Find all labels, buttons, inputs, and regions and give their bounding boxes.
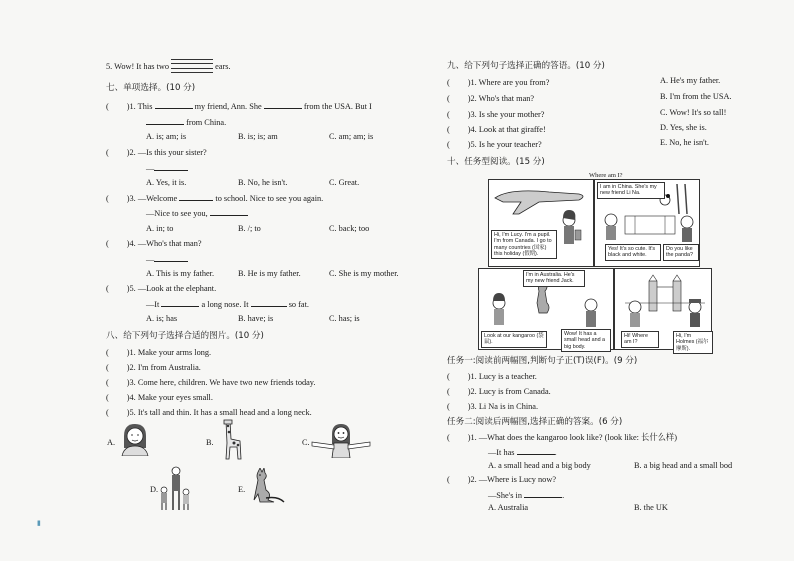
task1-item: ( )2. Lucy is from Canada.: [447, 387, 551, 396]
sec8-item: ( )2. I'm from Australia.: [106, 363, 201, 372]
section-9-title: 九、给下列句子选择正确的答语。(10 分): [447, 61, 605, 71]
option-a: A. This is my father.: [146, 269, 215, 278]
section-7-title: 七、单项选择。(10 分): [106, 83, 196, 93]
task1-item: ( )1. Lucy is a teacher.: [447, 372, 537, 381]
q5-text: 5. Wow! It has two: [106, 61, 170, 71]
option-a: A. Australia: [488, 503, 529, 512]
option-a: A. Yes, it is.: [146, 178, 187, 187]
comic-panel-1: [488, 179, 594, 267]
option-b: B. a big head and a small bod: [634, 461, 733, 470]
option-a: A. in; to: [146, 224, 174, 233]
sec7-q3: ( )3. —Welcome to school. Nice to see you again.: [106, 194, 324, 203]
fill-blank[interactable]: [154, 163, 188, 171]
sec7-q4-line2: —: [146, 254, 188, 265]
kangaroo-picture: [246, 468, 286, 504]
pic-label-e: E.: [238, 485, 246, 494]
speech-bubble: I am in China. She's my new friend Li Na.: [597, 182, 665, 199]
fill-blank[interactable]: [517, 447, 555, 455]
fill-blank[interactable]: [264, 101, 302, 109]
sec9-item: ( )1. Where are you from?: [447, 78, 550, 87]
task2-q2: ( )2. —Where is Lucy now?: [447, 475, 557, 484]
sec7-q4: ( )4. —Who's that man?: [106, 239, 202, 248]
speech-bubble: Yes! It's so cute. It's black and white.: [605, 244, 661, 261]
speech-bubble: Hi, I'm Lucy. I'm a pupil. I'm from Canada. I go to many countries (国家) this holiday (假期).: [491, 230, 557, 259]
pic-label-a: A.: [107, 438, 116, 447]
comic-panel-3: [478, 268, 614, 350]
fill-blank[interactable]: [179, 193, 213, 201]
fill-blank[interactable]: [155, 101, 193, 109]
option-b: B. /; to: [238, 224, 261, 233]
sec8-item: ( )3. Come here, children. We have two new friends today.: [106, 378, 316, 387]
margin-mark: ▮: [37, 519, 41, 527]
sec9-answer-e: E. No, he isn't.: [660, 138, 709, 147]
sec7-q5-line2: —It a long nose. It so fat.: [146, 300, 309, 309]
sec9-item: ( )3. Is she your mother?: [447, 110, 545, 119]
option-b: B. the UK: [634, 503, 668, 512]
option-c: C. Great.: [329, 178, 360, 187]
option-a: A. is; has: [146, 314, 178, 323]
option-c: C. has; is: [329, 314, 360, 323]
girl-long-arms-picture: [310, 422, 372, 458]
speech-bubble: Hi, I'm Holmes (福尔摩斯).: [673, 331, 713, 354]
sec9-item: ( )4. Look at that giraffe!: [447, 125, 546, 134]
option-b: B. He is my father.: [238, 269, 301, 278]
pic-label-d: D.: [150, 485, 159, 494]
section-8-title: 八、给下列句子选择合适的图片。(10 分): [106, 331, 264, 341]
sec8-item: ( )1. Make your arms long.: [106, 348, 212, 357]
speech-bubble: Look at our kangaroo (袋鼠).: [481, 331, 547, 348]
sec7-q2-line2: —: [146, 163, 188, 174]
sec9-answer-b: B. I'm from the USA.: [660, 92, 732, 101]
option-b: B. No, he isn't.: [238, 178, 288, 187]
option-a: A. is; am; is: [146, 132, 187, 141]
sec7-q5: ( )5. —Look at the elephant.: [106, 284, 217, 293]
sec9-answer-c: C. Wow! It's so tall!: [660, 108, 727, 117]
option-c: C. back; too: [329, 224, 370, 233]
fill-blank[interactable]: [154, 254, 188, 262]
sec9-item: ( )5. Is he your teacher?: [447, 140, 542, 149]
speech-bubble: Wow! It has a small head and a big body.: [561, 329, 611, 352]
option-c: C. She is my mother.: [329, 269, 399, 278]
pic-label-c: C.: [302, 438, 310, 447]
task-2-title: 任务二:阅读后两幅图,选择正确的答案。(6 分): [447, 417, 623, 427]
pic-label-b: B.: [206, 438, 214, 447]
task2-q1-line2: —It has .: [488, 448, 557, 457]
task-1-title: 任务一:阅读前两幅图,判断句子正(T)误(F)。(9 分): [447, 356, 638, 366]
sec7-q2: ( )2. —Is this your sister?: [106, 148, 207, 157]
sec9-answer-a: A. He's my father.: [660, 76, 721, 85]
task2-q1: ( )1. —What does the kangaroo look like? (look like: 长什么样): [447, 433, 677, 442]
sec9-item: ( )2. Who's that man?: [447, 94, 535, 103]
sec9-answer-d: D. Yes, she is.: [660, 123, 707, 132]
option-c: C. am; am; is: [329, 132, 374, 141]
teacher-children-picture: [158, 466, 190, 512]
giraffe-picture: [218, 417, 246, 461]
fill-blank[interactable]: [210, 208, 248, 216]
sec8-item: ( )4. Make your eyes small.: [106, 393, 213, 402]
speech-bubble: Do you like the panda?: [663, 244, 699, 261]
sec8-item: ( )5. It's tall and thin. It has a small head and a long neck.: [106, 408, 312, 417]
task2-q2-line2: —She's in .: [488, 491, 565, 500]
q5-line: [106, 61, 231, 73]
fill-blank[interactable]: [251, 299, 287, 307]
comic-panel-2: [594, 179, 700, 267]
option-b: B. have; is: [238, 314, 274, 323]
fill-blank[interactable]: [524, 490, 562, 498]
speech-bubble: I'm in Australia. He's my new friend Jack.: [523, 270, 585, 287]
sec7-q3-line2: —Nice to see you,: [146, 208, 248, 219]
task1-item: ( )3. Li Na is in China.: [447, 402, 539, 411]
option-b: B. is; is; am: [238, 132, 278, 141]
q5-suffix: ears.: [215, 61, 231, 71]
option-a: A. a small head and a big body: [488, 461, 591, 470]
girl-small-eyes-picture: [118, 422, 152, 456]
comic-title: Where am I?: [589, 172, 623, 179]
sec7-q1-line2: from China.: [146, 117, 226, 128]
fill-blank[interactable]: [161, 299, 199, 307]
comic-panel-4: [614, 268, 712, 350]
speech-bubble: Hi! Where am I?: [621, 331, 659, 348]
q5-answer-lines: [171, 61, 213, 73]
fill-blank[interactable]: [146, 117, 184, 125]
answer-slot[interactable]: [109, 102, 127, 109]
section-10-title: 十、任务型阅读。(15 分): [447, 157, 545, 167]
sec7-q1: ( )1. This my friend, Ann. She from the USA. But I: [106, 102, 372, 111]
